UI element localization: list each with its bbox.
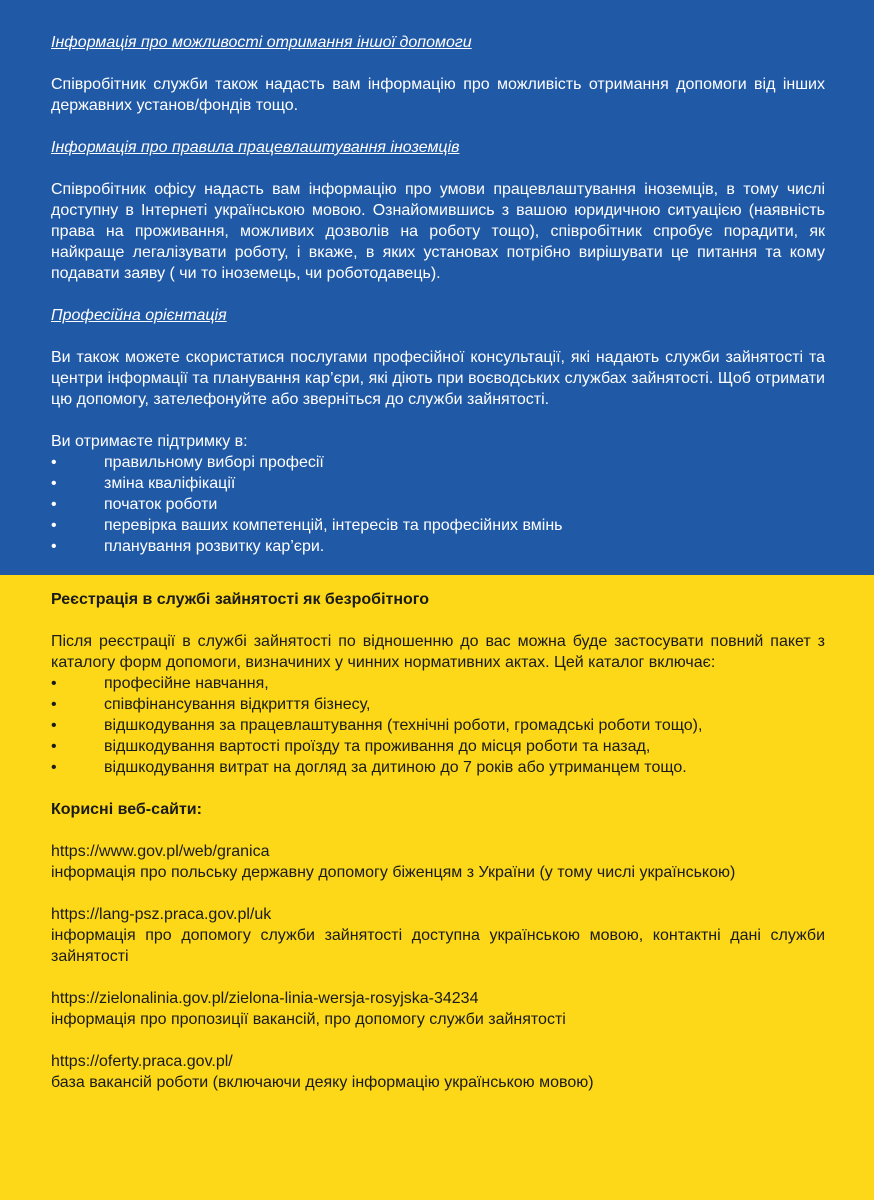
blue-section-content bbox=[51, 32, 825, 557]
catalog-list bbox=[51, 673, 825, 778]
bullet: • bbox=[51, 696, 57, 713]
blue-section bbox=[0, 0, 874, 575]
registration-heading: Реєстрація в службі зайнятості як безробітного bbox=[51, 591, 430, 608]
orientation-heading: Професійна орієнтація bbox=[51, 307, 227, 324]
yellow-section-content bbox=[51, 589, 825, 1093]
list-item bbox=[51, 757, 825, 778]
list-item bbox=[51, 694, 825, 715]
foreigners-heading: Інформація про правила працевлаштування іноземців bbox=[51, 139, 460, 156]
list-item bbox=[51, 736, 825, 757]
list-item bbox=[51, 536, 825, 557]
list-item-text: правильному виборі професії bbox=[104, 454, 324, 471]
list-item-text: відшкодування вартості проїзду та проживання до місця роботи та назад, bbox=[104, 738, 651, 755]
bullet: • bbox=[51, 538, 57, 555]
support-intro: Ви отримаєте підтримку в: bbox=[51, 433, 248, 450]
website-description: база вакансій роботи (включаючи деяку інформацію українською мовою) bbox=[51, 1074, 594, 1091]
website-link-gov-granica[interactable]: https://www.gov.pl/web/granica bbox=[51, 843, 270, 860]
bullet: • bbox=[51, 454, 57, 471]
support-list bbox=[51, 452, 825, 557]
orientation-text: Ви також можете скористатися послугами професійної консультації, які надають служби зайнятості та центри інформації та планування кар’єри, які діють при воєводських службах зайнятості. Щоб отримати цю допомогу, зателефонуйте або зверніться до служби зайнятості. bbox=[51, 349, 825, 408]
foreigners-text: Співробітник офісу надасть вам інформацію про умови працевлаштування іноземців, в тому числі доступну в Інтернеті українською мовою. Ознайомившись з вашою юридичною ситуацією (наявність права на проживання, можливих дозволів на роботу тощо), співробітник спробує порадити, як найкраще легалізувати роботу, і вкаже, в яких установах потрібно вирішувати це питання та кому подавати заяву ( чи то іноземець, чи роботодавець). bbox=[51, 181, 825, 282]
list-item bbox=[51, 673, 825, 694]
list-item-text: співфінансування відкриття бізнесу, bbox=[104, 696, 371, 713]
list-item bbox=[51, 452, 825, 473]
website-description: інформація про польську державну допомогу біженцям з України (у тому числі українською) bbox=[51, 864, 736, 881]
other-help-text: Співробітник служби також надасть вам інформацію про можливість отримання допомоги від інших державних установ/фондів тощо. bbox=[51, 76, 825, 114]
websites-heading: Корисні веб-сайти: bbox=[51, 801, 202, 818]
other-help-heading: Інформація про можливості отримання іншої допомоги bbox=[51, 34, 472, 51]
list-item bbox=[51, 494, 825, 515]
list-item-text: зміна кваліфікації bbox=[104, 475, 236, 492]
list-item-text: відшкодування за працевлаштування (технічні роботи, громадські роботи тощо), bbox=[104, 717, 703, 734]
bullet: • bbox=[51, 517, 57, 534]
list-item bbox=[51, 473, 825, 494]
website-description: інформація про допомогу служби зайнятості доступна українською мовою, контактні дані служби зайнятості bbox=[51, 927, 825, 965]
list-item-text: відшкодування витрат на догляд за дитиною до 7 років або утриманцем тощо. bbox=[104, 759, 687, 776]
website-description: інформація про пропозиції вакансій, про допомогу служби зайнятості bbox=[51, 1011, 566, 1028]
yellow-section bbox=[0, 575, 874, 1200]
list-item-text: професійне навчання, bbox=[104, 675, 269, 692]
website-link-zielonalinia[interactable]: https://zielonalinia.gov.pl/zielona-linia-wersja-rosyjska-34234 bbox=[51, 990, 479, 1007]
bullet: • bbox=[51, 675, 57, 692]
bullet: • bbox=[51, 717, 57, 734]
list-item bbox=[51, 515, 825, 536]
list-item-text: планування розвитку кар’єри. bbox=[104, 538, 325, 555]
website-link-oferty[interactable]: https://oferty.praca.gov.pl/ bbox=[51, 1053, 233, 1070]
bullet: • bbox=[51, 759, 57, 776]
bullet: • bbox=[51, 496, 57, 513]
bullet: • bbox=[51, 475, 57, 492]
list-item-text: перевірка ваших компетенцій, інтересів та професійних вмінь bbox=[104, 517, 563, 534]
list-item-text: початок роботи bbox=[104, 496, 218, 513]
website-link-lang-psz[interactable]: https://lang-psz.praca.gov.pl/uk bbox=[51, 906, 272, 923]
list-item bbox=[51, 715, 825, 736]
registration-text: Після реєстрації в службі зайнятості по відношенню до вас можна буде застосувати повний пакет з каталогу форм допомоги, визначиних у чинних нормативних актах. Цей каталог включає: bbox=[51, 633, 825, 671]
bullet: • bbox=[51, 738, 57, 755]
